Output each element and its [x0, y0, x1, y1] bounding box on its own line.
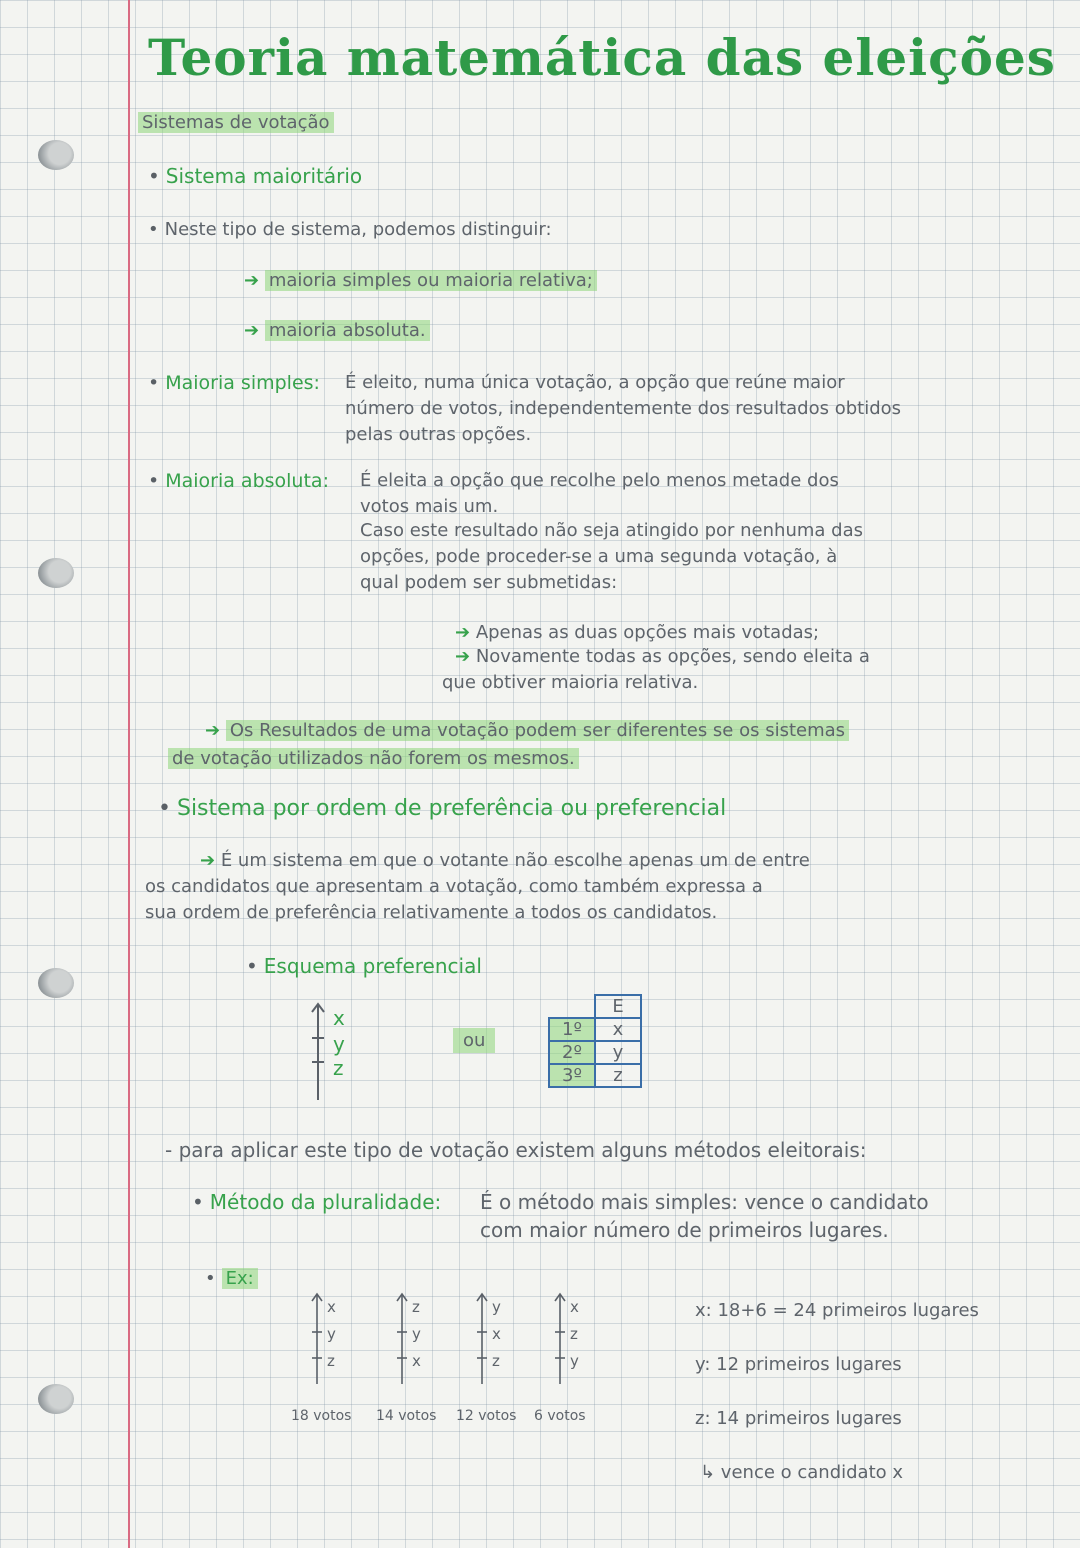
- absolute-majority-line: É eleita a opção que recolhe pelo menos metade dos: [360, 470, 839, 491]
- ballot-arrow-icon: [470, 1292, 510, 1392]
- ballot-candidate: z: [412, 1298, 420, 1316]
- absolute-majority-line: qual podem ser submetidas:: [360, 572, 618, 593]
- ballot-candidate: y: [492, 1298, 501, 1316]
- result-line: y: 12 primeiros lugares: [695, 1354, 902, 1375]
- preference-table: [548, 994, 642, 1088]
- result-line: x: 18+6 = 24 primeiros lugares: [695, 1300, 979, 1321]
- ballot-candidate: z: [327, 1352, 335, 1370]
- ballot-arrow-icon: [305, 1292, 345, 1392]
- ballot-candidate: x: [492, 1325, 501, 1343]
- plurality-line: É o método mais simples: vence o candidato: [480, 1190, 929, 1214]
- absolute-majority-line: opções, pode proceder-se a uma segunda votação, à: [360, 546, 838, 567]
- table-rank: 3º: [549, 1064, 595, 1087]
- page-title: Teoria matemática das eleições: [148, 28, 1056, 87]
- preferential-desc: sua ordem de preferência relativamente a todos os candidatos.: [145, 902, 718, 923]
- margin-line: [128, 0, 130, 1548]
- plurality-line: com maior número de primeiros lugares.: [480, 1218, 889, 1242]
- preferential-heading: • Sistema por ordem de preferência ou preferencial: [158, 796, 726, 821]
- ballot-candidate: z: [570, 1325, 578, 1343]
- preference-arrow-icon: [300, 1000, 360, 1110]
- binder-hole: [38, 140, 74, 170]
- preferential-desc: É um sistema em que o votante não escolhe apenas um de entre: [220, 850, 810, 871]
- absolute-majority-line: Caso este resultado não seja atingido por nenhuma das: [360, 520, 863, 541]
- result-line: z: 14 primeiros lugares: [695, 1408, 902, 1429]
- scheme-item: z: [333, 1056, 344, 1080]
- ballot-candidate: y: [327, 1325, 336, 1343]
- table-value: y: [595, 1041, 641, 1064]
- binder-hole: [38, 558, 74, 588]
- majority-type-2: maioria absoluta.: [265, 320, 430, 341]
- or-label: ou: [453, 1028, 495, 1053]
- section-heading: Sistemas de votação: [138, 112, 334, 133]
- preferential-desc: os candidatos que apresentam a votação, como também expressa a: [145, 876, 763, 897]
- table-value: z: [595, 1064, 641, 1087]
- absolute-option: Apenas as duas opções mais votadas;: [475, 622, 820, 643]
- methods-intro: - para aplicar este tipo de votação existem alguns métodos eleitorais:: [165, 1138, 867, 1162]
- note-line: de votação utilizados não forem os mesmos.: [168, 748, 579, 769]
- binder-hole: [38, 968, 74, 998]
- plurality-label: • Método da pluralidade:: [192, 1190, 441, 1214]
- ballot-candidate: y: [570, 1352, 579, 1370]
- ballot-arrow-icon: [390, 1292, 430, 1392]
- result-conclusion: ↳ vence o candidato x: [700, 1462, 904, 1483]
- scheme-item: y: [333, 1032, 345, 1056]
- ballot-candidate: z: [492, 1352, 500, 1370]
- absolute-option: que obtiver maioria relativa.: [442, 672, 699, 693]
- scheme-item: x: [333, 1006, 345, 1030]
- ballot-votes: 6 votos: [534, 1408, 586, 1424]
- absolute-option: Novamente todas as opções, sendo eleita a: [475, 646, 870, 667]
- majoritarian-intro: • Neste tipo de sistema, podemos distinguir:: [148, 219, 552, 240]
- ballot-votes: 18 votos: [291, 1408, 352, 1424]
- ballot-candidate: x: [327, 1298, 336, 1316]
- ballot-candidate: x: [412, 1352, 421, 1370]
- table-rank: 1º: [549, 1018, 595, 1041]
- majoritarian-heading: • Sistema maioritário: [148, 164, 362, 188]
- ballot-candidate: y: [412, 1325, 421, 1343]
- absolute-majority-label: • Maioria absoluta:: [148, 470, 329, 492]
- scheme-label: • Esquema preferencial: [246, 954, 482, 978]
- example-label: Ex:: [222, 1268, 258, 1289]
- simple-majority-line: pelas outras opções.: [345, 424, 532, 445]
- simple-majority-label: • Maioria simples:: [148, 372, 320, 394]
- absolute-majority-line: votos mais um.: [360, 496, 499, 517]
- ballot-candidate: x: [570, 1298, 579, 1316]
- binder-hole: [38, 1384, 74, 1414]
- ballot-votes: 14 votos: [376, 1408, 437, 1424]
- table-value: x: [595, 1018, 641, 1041]
- table-header: E: [595, 995, 641, 1018]
- simple-majority-line: É eleito, numa única votação, a opção que reúne maior: [345, 372, 845, 393]
- ballot-arrow-icon: [548, 1292, 588, 1392]
- note-line: Os Resultados de uma votação podem ser diferentes se os sistemas: [226, 720, 849, 741]
- simple-majority-line: número de votos, independentemente dos resultados obtidos: [345, 398, 902, 419]
- table-rank: 2º: [549, 1041, 595, 1064]
- majority-type-1: maioria simples ou maioria relativa;: [265, 270, 597, 291]
- ballot-votes: 12 votos: [456, 1408, 517, 1424]
